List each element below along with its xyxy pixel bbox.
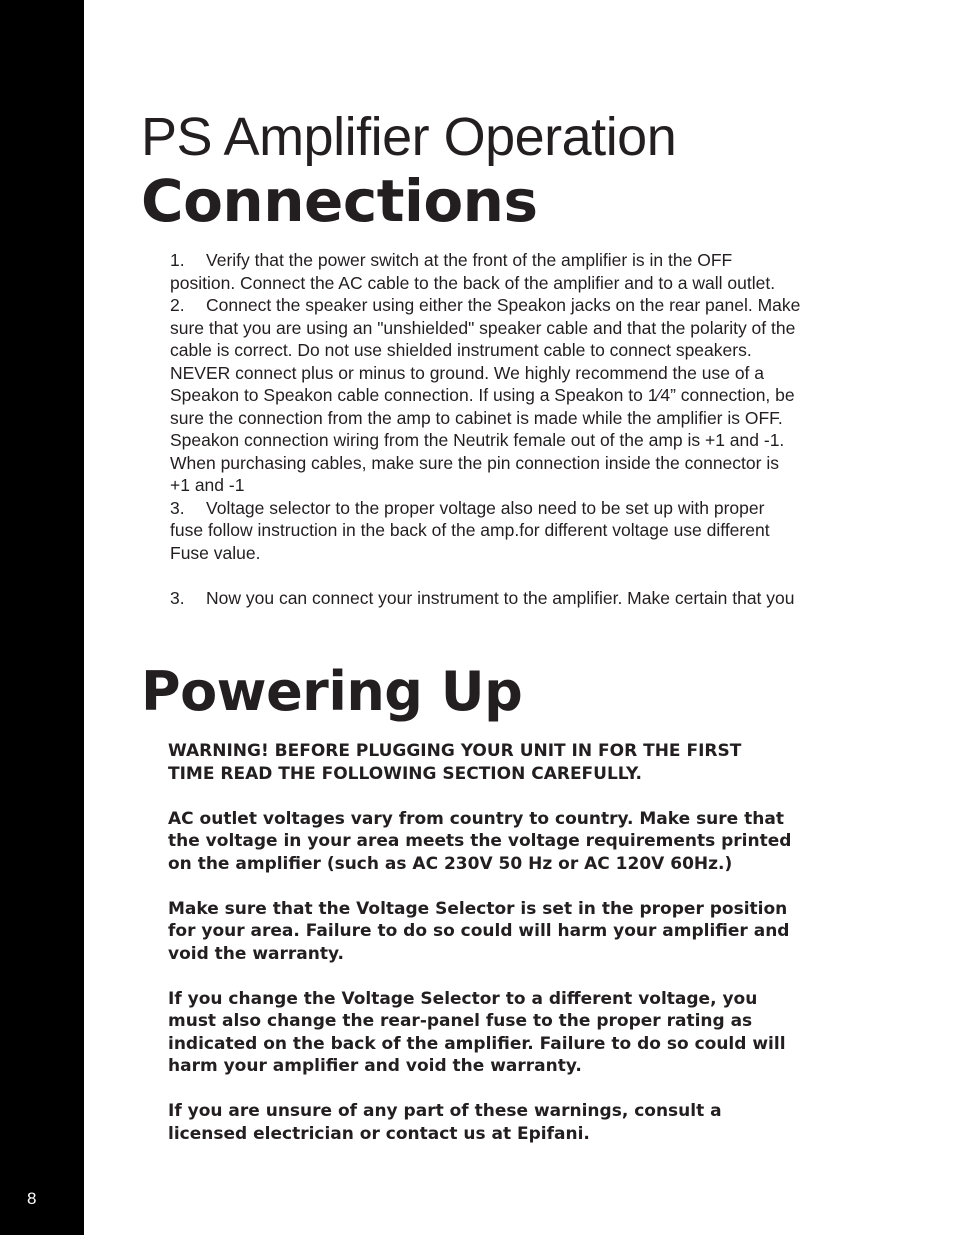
step-line: cable is correct. Do not use shielded instrument cable to connect speakers. — [170, 340, 752, 360]
step-number: 2. — [170, 295, 185, 315]
step-line: fuse follow instruction in the back of the amp.for different voltage use different — [170, 520, 770, 540]
step-line: position. Connect the AC cable to the back of the amplifier and to a wall outlet. — [170, 272, 776, 293]
page-title: PS Amplifier Operation — [141, 107, 677, 167]
step-line: Connect the speaker using either the Speakon jacks on the rear panel. Make — [206, 295, 801, 315]
warning-line: If you change the Voltage Selector to a different voltage, you — [168, 988, 758, 1009]
step-1 — [170, 249, 850, 294]
step-line: +1 and -1 — [170, 475, 245, 495]
page-number: 8 — [27, 1189, 37, 1208]
warning-line: void the warranty. — [168, 943, 344, 964]
warning-line: must also change the rear-panel fuse to the proper rating as — [168, 1011, 753, 1031]
step-line: sure the connection from the amp to cabinet is made while the amplifier is OFF. — [170, 407, 783, 428]
warning-paragraph — [168, 898, 848, 966]
step-line: Now you can connect your instrument to the amplifier. Make certain that you — [206, 587, 795, 608]
step-line: Speakon connection wiring from the Neutrik female out of the amp is +1 and -1. — [170, 430, 785, 450]
warning-paragraph — [168, 808, 848, 876]
step-line: Voltage selector to the proper voltage also need to be set up with proper — [206, 497, 765, 518]
warning-line: for your area. Failure to do so could will harm your amplifier and — [168, 921, 790, 941]
step-line: NEVER connect plus or minus to ground. We highly recommend the use of a — [170, 362, 765, 383]
step-4 — [170, 587, 850, 610]
step-line: Verify that the power switch at the front of the amplifier is in the OFF — [206, 250, 733, 270]
section-heading-connections: Connections — [141, 167, 538, 235]
warning-line: TIME READ THE FOLLOWING SECTION CAREFULLY. — [168, 763, 642, 784]
warning-line: AC outlet voltages vary from country to country. Make sure that — [168, 808, 784, 829]
page-sidebar — [0, 0, 84, 1235]
warning-line: licensed electrician or contact us at Epifani. — [168, 1123, 590, 1144]
step-line: Fuse value. — [170, 542, 261, 563]
warning-paragraph — [168, 1100, 848, 1145]
warning-line: on the amplifier (such as AC 230V 50 Hz or AC 120V 60Hz.) — [168, 853, 733, 874]
step-number: 3. — [170, 587, 185, 608]
warning-line: indicated on the back of the amplifier. Failure to do so could will — [168, 1033, 786, 1054]
step-number: 1. — [170, 250, 185, 270]
warning-paragraph — [168, 988, 848, 1078]
step-line: When purchasing cables, make sure the pin connection inside the connector is — [170, 452, 779, 473]
step-2 — [170, 294, 850, 497]
warning-paragraph — [168, 740, 848, 785]
step-3 — [170, 497, 850, 565]
powering-warnings — [168, 740, 848, 1168]
warning-line: WARNING! BEFORE PLUGGING YOUR UNIT IN FOR THE FIRST — [168, 741, 742, 761]
warning-line: the voltage in your area meets the voltage requirements printed — [168, 831, 792, 851]
step-line: sure that you are using an "unshielded" speaker cable and that the polarity of the — [170, 317, 796, 338]
step-number: 3. — [170, 497, 185, 518]
warning-line: If you are unsure of any part of these warnings, consult a — [168, 1101, 722, 1121]
connection-steps — [170, 249, 850, 609]
warning-line: harm your amplifier and void the warranty. — [168, 1056, 582, 1076]
section-heading-powering-up: Powering Up — [141, 660, 523, 723]
warning-line: Make sure that the Voltage Selector is set in the proper position — [168, 898, 788, 919]
step-line: Speakon to Speakon cable connection. If using a Speakon to 1⁄4” connection, be — [170, 385, 795, 405]
